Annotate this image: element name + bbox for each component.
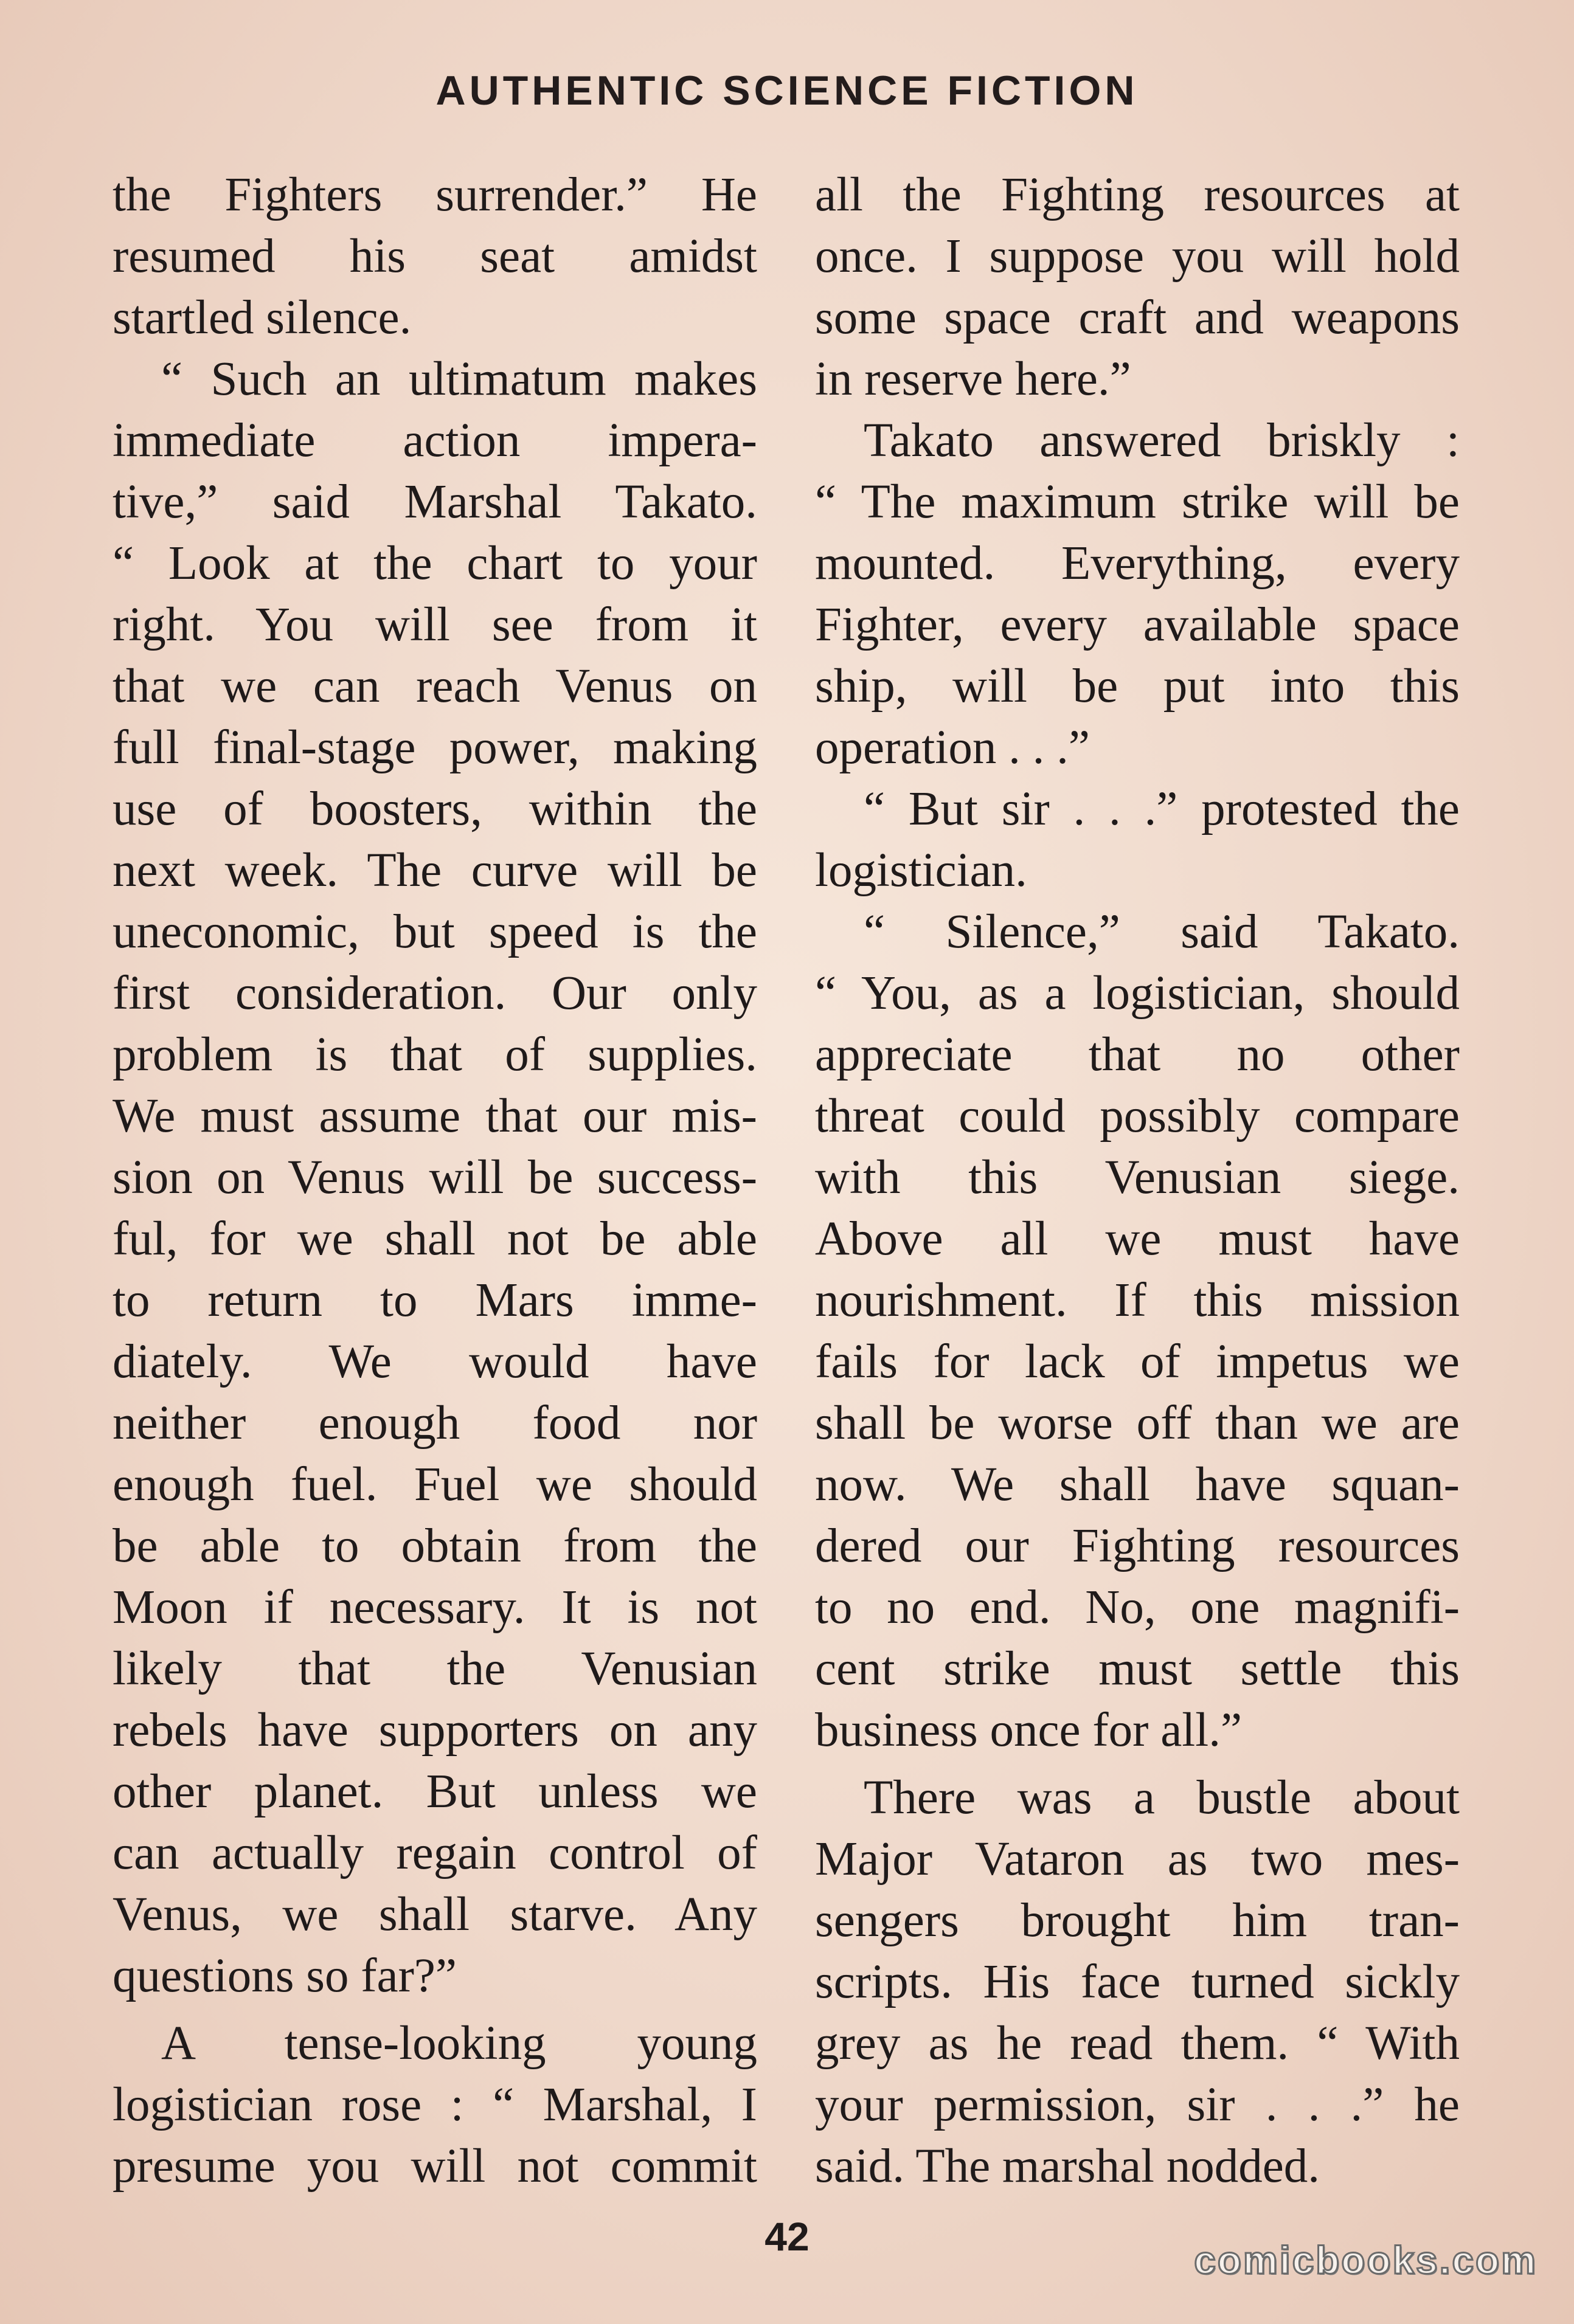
- text-line: said. The marshal nodded.: [815, 2140, 1320, 2193]
- text-line: operation . . .”: [815, 721, 1090, 774]
- text-line: A tense-looking young: [161, 2017, 757, 2070]
- text-line: “ Look at the chart to your: [113, 537, 757, 590]
- text-line: fails for lack of impetus we: [815, 1335, 1460, 1388]
- text-line: with this Venusian siege.: [815, 1151, 1460, 1204]
- text-line: Above all we must have: [815, 1212, 1460, 1265]
- text-line: ship, will be put into this: [815, 660, 1460, 713]
- text-line: We must assume that our mis-: [113, 1090, 757, 1143]
- text-line: neither enough food nor: [113, 1397, 757, 1450]
- text-line: next week. The curve will be: [113, 844, 757, 897]
- text-line: startled silence.: [113, 291, 412, 344]
- text-line: first consideration. Our only: [113, 967, 757, 1020]
- text-line: to no end. No, one magnifi-: [815, 1581, 1460, 1634]
- text-line: “ You, as a logistician, should: [815, 967, 1460, 1020]
- text-line: ful, for we shall not be able: [113, 1212, 757, 1265]
- text-column-left: [113, 164, 757, 2197]
- text-line: appreciate that no other: [815, 1028, 1460, 1081]
- text-line: now. We shall have squan-: [815, 1458, 1460, 1511]
- text-line: all the Fighting resources at: [815, 168, 1460, 221]
- text-line: Moon if necessary. It is not: [113, 1581, 757, 1634]
- text-line: “ The maximum strike will be: [815, 476, 1460, 528]
- text-line: enough fuel. Fuel we should: [113, 1458, 757, 1511]
- text-line: nourishment. If this mission: [815, 1274, 1460, 1327]
- text-line: Takato answered briskly :: [864, 414, 1460, 467]
- text-line: immediate action impera-: [113, 414, 757, 467]
- text-line: your permission, sir . . .” he: [815, 2078, 1460, 2131]
- text-line: presume you will not commit: [113, 2140, 757, 2193]
- text-line: Venus, we shall starve. Any: [113, 1888, 757, 1941]
- text-line: full final-stage power, making: [113, 721, 757, 774]
- text-line: resumed his seat amidst: [113, 230, 757, 283]
- text-line: dered our Fighting resources: [815, 1520, 1460, 1572]
- text-line: Major Vataron as two mes-: [815, 1833, 1460, 1886]
- text-line: once. I suppose you will hold: [815, 230, 1460, 283]
- text-line: right. You will see from it: [113, 598, 757, 651]
- text-line: mounted. Everything, every: [815, 537, 1460, 590]
- text-line: scripts. His face turned sickly: [815, 1956, 1460, 2008]
- text-line: sengers brought him tran-: [815, 1894, 1460, 1947]
- page-number: 42: [764, 2214, 810, 2259]
- text-line: likely that the Venusian: [113, 1642, 757, 1695]
- text-line: Fighter, every available space: [815, 598, 1460, 651]
- text-line: logistician.: [815, 844, 1027, 897]
- text-line: be able to obtain from the: [113, 1520, 757, 1572]
- text-line: problem is that of supplies.: [113, 1028, 757, 1081]
- text-line: “ Silence,” said Takato.: [864, 905, 1460, 958]
- text-line: can actually regain control of: [113, 1827, 757, 1880]
- text-line: in reserve here.”: [815, 353, 1131, 406]
- text-line: some space craft and weapons: [815, 291, 1460, 344]
- text-line: that we can reach Venus on: [113, 660, 757, 713]
- text-line: diately. We would have: [113, 1335, 757, 1388]
- text-line: sion on Venus will be success-: [113, 1151, 757, 1204]
- running-head: AUTHENTIC SCIENCE FICTION: [435, 67, 1139, 114]
- text-line: the Fighters surrender.” He: [113, 168, 757, 221]
- text-line: “ But sir . . .” protested the: [864, 783, 1460, 835]
- text-line: threat could possibly compare: [815, 1090, 1460, 1143]
- text-line: rebels have supporters on any: [113, 1704, 757, 1757]
- text-line: tive,” said Marshal Takato.: [113, 476, 757, 528]
- text-line: cent strike must settle this: [815, 1642, 1460, 1695]
- text-line: logistician rose : “ Marshal, I: [113, 2078, 757, 2131]
- text-line: use of boosters, within the: [113, 783, 757, 835]
- text-line: “ Such an ultimatum makes: [161, 353, 757, 406]
- text-line: to return to Mars imme-: [113, 1274, 757, 1327]
- watermark: comicbooks.com: [1194, 2238, 1538, 2282]
- text-line: grey as he read them. “ With: [815, 2017, 1460, 2070]
- text-line: business once for all.”: [815, 1704, 1243, 1757]
- text-column-right: [815, 164, 1460, 2197]
- text-line: shall be worse off than we are: [815, 1397, 1460, 1450]
- text-line: There was a bustle about: [864, 1771, 1460, 1824]
- text-line: uneconomic, but speed is the: [113, 905, 757, 958]
- text-line: other planet. But unless we: [113, 1765, 757, 1818]
- text-line: questions so far?”: [113, 1949, 457, 2002]
